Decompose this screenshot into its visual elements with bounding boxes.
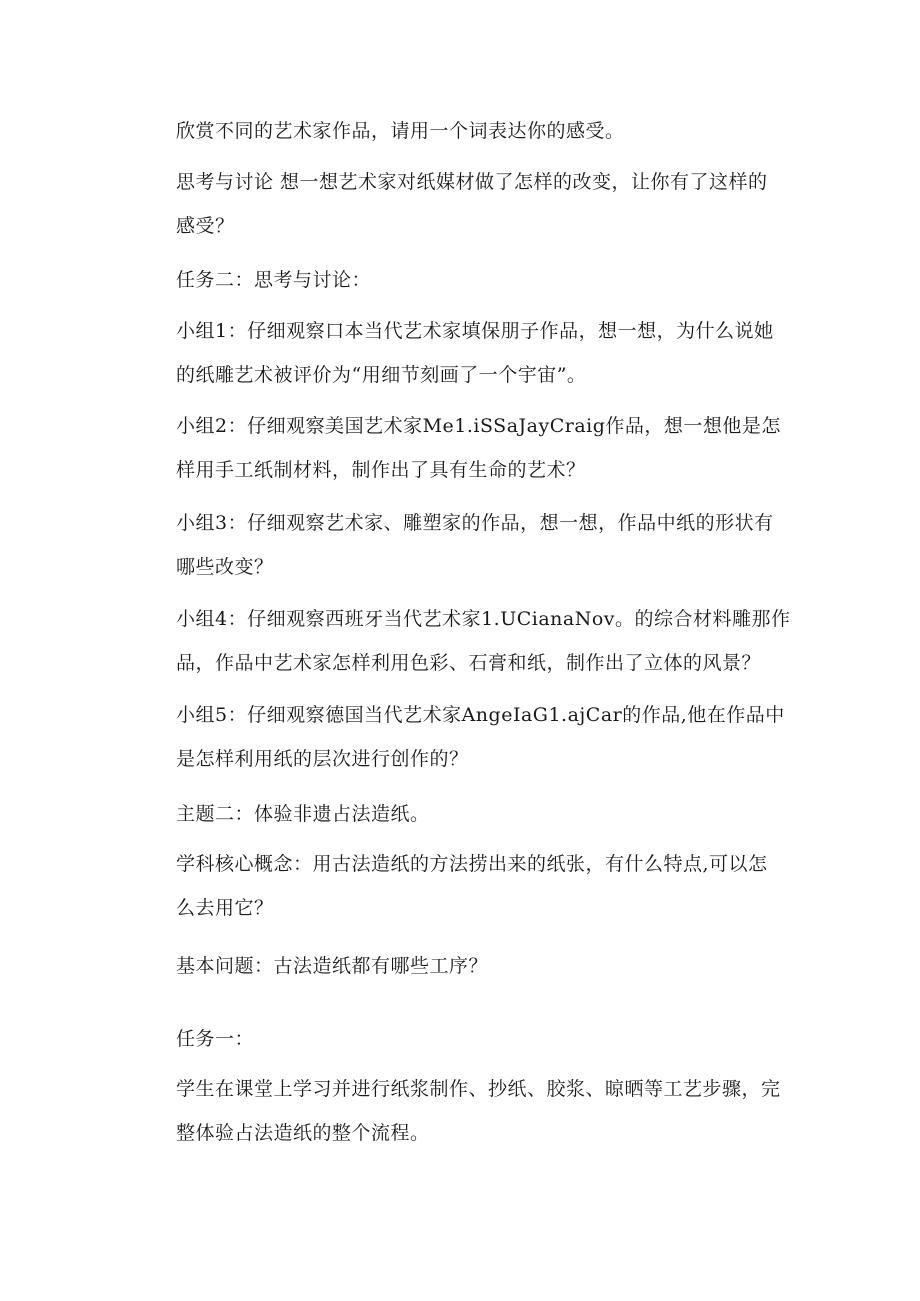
paragraph-line: 是怎样利用纸的层次进行创作的？ xyxy=(176,748,469,770)
paragraph-student-practice xyxy=(132,1067,792,1155)
paragraph-line: 任务二：思考与讨论： xyxy=(176,269,372,291)
paragraph-line: 学科核心概念：用古法造纸的方法捞出来的纸张，有什么特点,可以怎 xyxy=(176,853,768,875)
paragraph-core-concept xyxy=(132,842,792,930)
paragraph-discussion xyxy=(132,160,792,248)
paragraph-theme-two xyxy=(132,792,792,836)
paragraph-line: 整体验占法造纸的整个流程。 xyxy=(176,1122,430,1144)
paragraph-group-5 xyxy=(132,693,792,781)
paragraph-group-4 xyxy=(132,597,792,685)
paragraph-line: 思考与讨论 想一想艺术家对纸媒材做了怎样的改变，让你有了这样的 xyxy=(176,171,768,193)
paragraph-line: 样用手工纸制材料，制作出了具有生命的艺术？ xyxy=(176,459,586,481)
paragraph-group-2 xyxy=(132,404,792,492)
paragraph-task-one xyxy=(132,1017,792,1061)
paragraph-line: 小组4：仔细观察西班牙当代艺术家1.UCianaNov。的综合材料雕那作 xyxy=(176,608,791,630)
paragraph-line: 小组1：仔细观察口本当代艺术家填保朋子作品，想一想，为什么说她 xyxy=(176,320,774,342)
paragraph-line: 欣赏不同的艺术家作品，请用一个词表达你的感受。 xyxy=(176,120,625,142)
paragraph-line: 的纸雕艺术被评价为“用细节刻画了一个宇宙”。 xyxy=(176,364,587,386)
paragraph-line: 小组3：仔细观察艺术家、雕塑家的作品，想一想，作品中纸的形状有 xyxy=(176,512,774,534)
paragraph-group-3 xyxy=(132,501,792,589)
paragraph-basic-question xyxy=(132,944,792,988)
paragraph-line: 基本问题：古法造纸都有哪些工序？ xyxy=(176,955,489,977)
paragraph-line: 小组2：仔细观察美国艺术家Me1.iSSaJayCraig作品，想一想他是怎 xyxy=(176,415,781,437)
paragraph-line: 主题二：体验非遗占法造纸。 xyxy=(176,803,430,825)
paragraph-task-two xyxy=(132,258,792,302)
paragraph-line: 小组5：仔细观察德国当代艺术家AngeIaG1.ajCar的作品,他在作品中 xyxy=(176,704,785,726)
paragraph-line: 品，作品中艺术家怎样利用色彩、石膏和纸，制作出了立体的风景？ xyxy=(176,652,762,674)
paragraph-line: 学生在课堂上学习并进行纸浆制作、抄纸、胶浆、晾晒等工艺步骤，完 xyxy=(176,1078,781,1100)
paragraph-line: 么去用它？ xyxy=(176,897,274,919)
paragraph-appreciate xyxy=(132,109,792,153)
paragraph-line: 感受？ xyxy=(176,215,235,237)
paragraph-line: 哪些改变？ xyxy=(176,556,274,578)
paragraph-group-1 xyxy=(132,309,792,397)
paragraph-line: 任务一： xyxy=(176,1028,255,1050)
